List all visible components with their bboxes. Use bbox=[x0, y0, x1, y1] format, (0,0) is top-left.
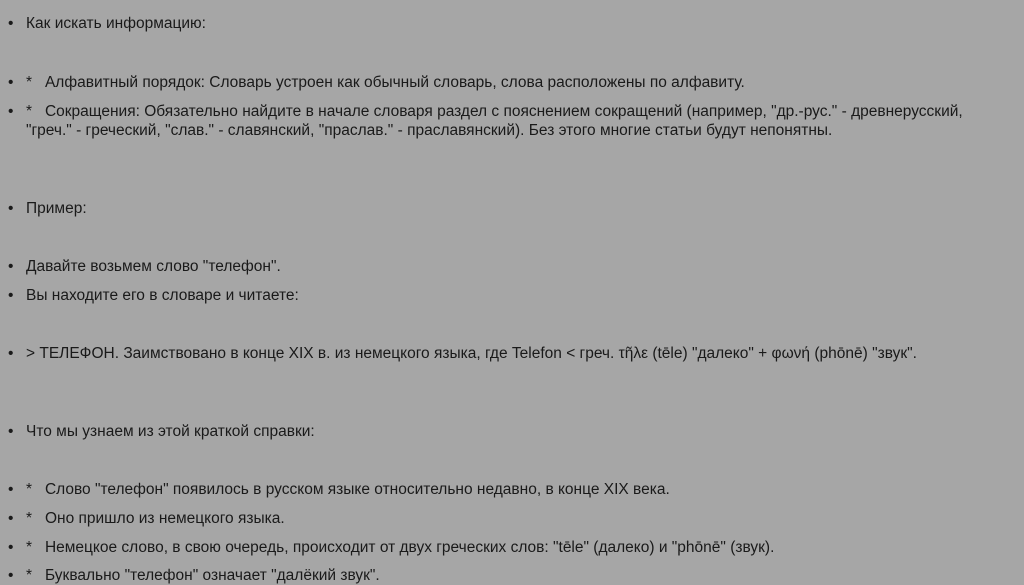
bullet-item-what-we-learn bbox=[8, 422, 998, 441]
bullet-text: Что мы узнаем из этой краткой справки: bbox=[26, 423, 315, 440]
bullet-text: * Буквально "телефон" означает "далёкий звук". bbox=[26, 567, 380, 584]
bullet-text: * Оно пришло из немецкого языка. bbox=[26, 510, 285, 527]
bullet-icon: • bbox=[8, 423, 14, 440]
bullet-item-abbreviations bbox=[8, 102, 998, 140]
bullet-item-greek-origin bbox=[8, 538, 998, 557]
bullet-icon: • bbox=[8, 103, 14, 120]
bullet-icon: • bbox=[8, 510, 14, 527]
bullet-icon: • bbox=[8, 567, 14, 584]
bullet-icon: • bbox=[8, 15, 14, 32]
bullet-text: * Немецкое слово, в свою очередь, происходит от двух греческих слов: "tēle" (далеко) и "phōnē" (звук). bbox=[26, 539, 775, 556]
bullet-icon: • bbox=[8, 74, 14, 91]
bullet-item-literal-meaning bbox=[8, 566, 998, 585]
bullet-text: * Слово "телефон" появилось в русском языке относительно недавно, в конце XIX века. bbox=[26, 481, 670, 498]
bullet-item-example bbox=[8, 199, 998, 218]
bullet-text: > ТЕЛЕФОН. Заимствовано в конце XIX в. из немецкого языка, где Telefon < греч. τῆλε (tēle) "далеко" + φωνή (phōnē) "звук". bbox=[26, 345, 917, 362]
bullet-item-find-in-dictionary bbox=[8, 286, 998, 305]
bullet-text: Вы находите его в словаре и читаете: bbox=[26, 287, 299, 304]
bullet-item-appeared-recently bbox=[8, 480, 998, 499]
bullet-text: * Сокращения: Обязательно найдите в начале словаря раздел с пояснением сокращений (например, "др.-рус." - древнерусский, "греч." - греческий, "слав." - славянский, "праслав." - праславянский). Без этого многие статьи будут непонятны. bbox=[26, 103, 968, 139]
bullet-icon: • bbox=[8, 258, 14, 275]
bullet-text: Как искать информацию: bbox=[26, 15, 206, 32]
bullet-text: Пример: bbox=[26, 200, 87, 217]
bullet-text: Давайте возьмем слово "телефон". bbox=[26, 258, 281, 275]
bullet-item-dictionary-entry bbox=[8, 344, 998, 363]
bullet-item-how-to-search bbox=[8, 14, 998, 33]
bullet-icon: • bbox=[8, 287, 14, 304]
bullet-icon: • bbox=[8, 539, 14, 556]
bullet-icon: • bbox=[8, 481, 14, 498]
bullet-item-from-german bbox=[8, 509, 998, 528]
bullet-text: * Алфавитный порядок: Словарь устроен как обычный словарь, слова расположены по алфавиту. bbox=[26, 74, 745, 91]
bullet-item-alphabetical-order bbox=[8, 73, 998, 92]
bullet-item-take-word bbox=[8, 257, 998, 276]
bullet-icon: • bbox=[8, 200, 14, 217]
bullet-icon: • bbox=[8, 345, 14, 362]
